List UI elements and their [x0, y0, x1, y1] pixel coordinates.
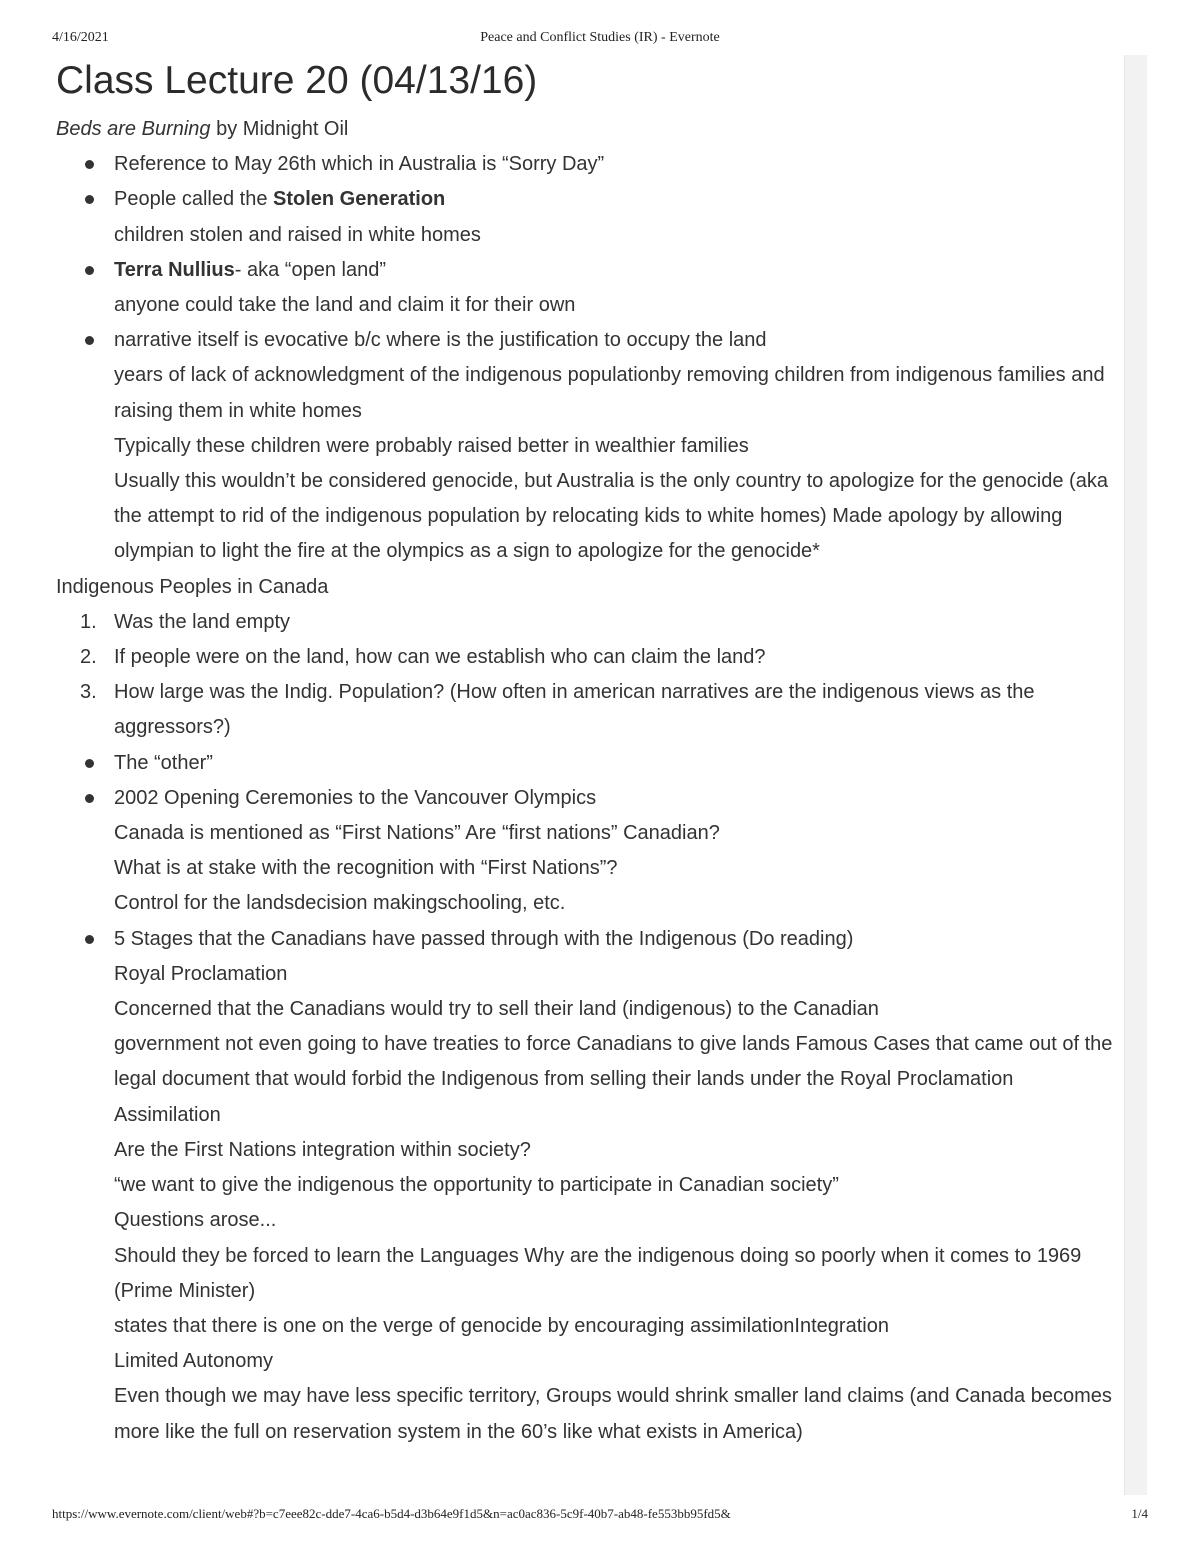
list-item: [56, 253, 1121, 288]
list-item-text: narrative itself is evocative b/c where is the justification to occupy the land: [114, 329, 767, 352]
sub-paragraph: states that there is one on the verge of genocide by encouraging assimilationIntegration: [114, 1314, 889, 1337]
song-artist: by Midnight Oil: [210, 118, 349, 140]
list-item-text: The “other”: [114, 751, 213, 774]
section-heading: Indigenous Peoples in Canada: [56, 575, 329, 598]
sub-paragraph: Questions arose...: [114, 1209, 277, 1232]
sub-paragraph: What is at stake with the recognition with “First Nations”?: [114, 857, 618, 880]
list-item-text: People called the: [114, 188, 274, 211]
numbered-item: [56, 640, 1121, 675]
list-item-text: - aka “open land”: [234, 258, 386, 281]
print-header-title: Peace and Conflict Studies (IR) - Evernote: [480, 30, 720, 45]
sub-paragraph: Usually this wouldn’t be considered genocide, but Australia is the only country to apologize for the genocide (aka the attempt to rid of the indigenous population by relocating kids to white homes) Made apology by allowing olympian to light the fire at the olympics as a sign to apologize for the genocide*: [114, 470, 1108, 563]
list-item-text: 2002 Opening Ceremonies to the Vancouver Olympics: [114, 786, 597, 809]
list-item-text: Reference to May 26th which in Australia is “Sorry Day”: [114, 153, 605, 176]
sub-paragraph: Limited Autonomy: [114, 1350, 273, 1373]
sub-paragraph: Are the First Nations integration within society?: [114, 1138, 531, 1161]
item-number: 1.: [80, 610, 97, 633]
sub-paragraph: Should they be forced to learn the Languages Why are the indigenous doing so poorly when it comes to 1969 (Prime Minister): [114, 1244, 1082, 1302]
numbered-item-text: Was the land empty: [114, 610, 291, 633]
list-item: [56, 781, 1121, 816]
sub-paragraph: years of lack of acknowledgment of the indigenous populationby removing children from indigenous families and raising them in white homes: [114, 364, 1105, 422]
list-item: [56, 182, 1121, 217]
sub-paragraph: Even though we may have less specific territory, Groups would shrink smaller land claims (and Canada becomes more like the full on reservation system in the 60’s like what exists in America): [114, 1385, 1112, 1443]
sub-paragraph: government not even going to have treaties to force Canadians to give lands Famous Cases that came out of the legal document that would forbid the Indigenous from selling their lands under the Royal Proclamation: [114, 1033, 1113, 1091]
print-footer-url: https://www.evernote.com/client/web#?b=c7eee82c-dde7-4ca6-b5d4-d3b64e9f1d5&n=ac0ac836-5c9f-40b7-ab48-fe553bb95fd5&: [52, 1506, 731, 1521]
item-number: 2.: [80, 646, 97, 669]
note-body: [56, 58, 1121, 1450]
scrollbar[interactable]: [1124, 55, 1147, 1495]
sub-paragraph: “we want to give the indigenous the opportunity to participate in Canadian society”: [114, 1174, 839, 1197]
numbered-item-text: How large was the Indig. Population? (How often in american narratives are the indigenous views as the aggressors?): [114, 681, 1035, 739]
numbered-item: [56, 675, 1121, 745]
print-date: 4/16/2021: [52, 30, 109, 45]
numbered-item: [56, 605, 1121, 640]
song-title: Beds are Burning: [56, 118, 211, 140]
sub-paragraph: Concerned that the Canadians would try to sell their land (indigenous) to the Canadian: [114, 998, 879, 1021]
list-item: [56, 147, 1121, 182]
sub-paragraph: Assimilation: [114, 1103, 221, 1126]
song-line: [56, 112, 1121, 147]
page-number: 1/4: [1131, 1506, 1148, 1521]
sub-paragraph: anyone could take the land and claim it for their own: [114, 294, 576, 317]
note-title: Class Lecture 20 (04/13/16): [56, 59, 538, 102]
sub-paragraph: Royal Proclamation: [114, 962, 288, 985]
numbered-item-text: If people were on the land, how can we establish who can claim the land?: [114, 646, 766, 669]
sub-paragraph: children stolen and raised in white homes: [114, 223, 481, 246]
bold-term: Stolen Generation: [273, 188, 446, 211]
list-item: [56, 746, 1121, 781]
sub-paragraph: Control for the landsdecision makingschooling, etc.: [114, 892, 566, 915]
item-number: 3.: [80, 681, 97, 704]
list-item: [56, 922, 1121, 957]
sub-paragraph: Typically these children were probably raised better in wealthier families: [114, 434, 749, 457]
bold-term: Terra Nullius: [114, 258, 235, 281]
list-item-text: 5 Stages that the Canadians have passed through with the Indigenous (Do reading): [114, 927, 854, 950]
sub-paragraph: Canada is mentioned as “First Nations” Are “first nations” Canadian?: [114, 822, 720, 845]
list-item: [56, 323, 1121, 358]
